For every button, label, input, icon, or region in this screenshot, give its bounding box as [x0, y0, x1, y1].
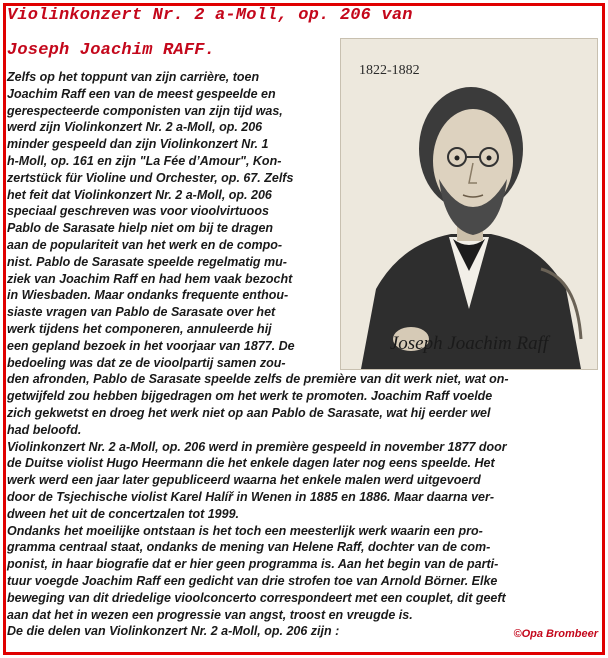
body-line: ziek van Joachim Raff en had hem vaak bezocht [7, 271, 293, 286]
body-line: een gepland bezoek in het voorjaar van 1877. De [7, 338, 295, 353]
copyright-notice: ©Opa Brombeer [513, 628, 598, 640]
body-line: bedoeling was dat ze de vioolpartij samen zou- [7, 355, 286, 370]
body-line: minder gespeeld dan zijn Violinkonzert Nr. 1 [7, 137, 269, 152]
body-line: getwijfeld zou hebben bijgedragen om het werk te promoten. Joachim Raff voelde [7, 389, 493, 404]
body-line: werd zijn Violinkonzert Nr. 2 a-Moll, op. 206 [7, 120, 263, 135]
body-line: gerespecteerde componisten van zijn tijd was, [7, 103, 283, 118]
body-line: h-Moll, op. 161 en zijn "La Fée d’Amour", Kon- [7, 154, 282, 168]
title-line-2: Joseph Joachim RAFF. [7, 41, 216, 60]
body-line: Zelfs op het toppunt van zijn carrière, toen [7, 70, 260, 84]
body-line: zich gekwetst en droeg het werk niet op aan Pablo de Sarasate, wat hij eerder wel [7, 406, 491, 420]
portrait-years: 1822-1882 [359, 63, 420, 78]
title-line-1: Violinkonzert Nr. 2 a-Moll, op. 206 van [7, 6, 413, 25]
body-line: De die delen van Violinkonzert Nr. 2 a-Moll, op. 206 zijn : [7, 624, 340, 639]
body-line: aan de populariteit van het werk en de compo- [7, 238, 283, 252]
body-line: gramma centraal staat, ondanks de mening van Helene Raff, dochter van de com- [7, 540, 491, 555]
body-line: Violinkonzert Nr. 2 a-Moll, op. 206 werd in première gespeeld in november 1877 door [7, 439, 507, 454]
body-line: de Duitse violist Hugo Heermann die het enkele dagen later nog eens speelde. Het [7, 456, 495, 471]
body-line: door de Tsjechische violist Karel Halíř in Wenen in 1885 en 1886. Maar daarna ver- [7, 490, 494, 504]
body-line: siaste vragen van Pablo de Sarasate over het [7, 305, 276, 320]
body-line: nist. Pablo de Sarasate speelde regelmatig mu- [7, 254, 287, 269]
body-line: het feit dat Violinkonzert Nr. 2 a-Moll, op. 206 [7, 187, 272, 202]
body-line: tuur voegde Joachim Raff een gedicht van drie strofen toe van Arnold Börner. Elke [7, 574, 498, 588]
body-line: aan dat het in wezen een progressie van angst, troost en vreugde is. [7, 607, 413, 622]
body-line: had beloofd. [7, 422, 82, 437]
body-line: in Wiesbaden. Maar ondanks frequente enthou- [7, 288, 289, 303]
body-line: den afronden, Pablo de Sarasate speelde zelfs de première van dit werk niet, wat on- [7, 372, 509, 387]
portrait-drawing [341, 39, 597, 369]
body-line: ponist, in haar biografie dat er hier geen programma is. Aan het begin van de parti- [7, 557, 499, 572]
body-line: beweging van dit driedelige vioolconcerto correspondeert met een couplet, dit geeft [7, 590, 506, 605]
body-line: zertstück für Violine und Orchester, op. 67. Zelfs [7, 170, 294, 185]
body-line: Pablo de Sarasate hielp niet om bij te dragen [7, 221, 274, 236]
body-line: Joachim Raff een van de meest gespeelde en [7, 86, 276, 101]
body-line: werk tijdens het componeren, annuleerde hij [7, 322, 272, 336]
portrait-caption: Joseph Joachim Raff [389, 333, 549, 354]
body-line: Ondanks het moeilijke ontstaan is het toch een meesterlijk werk waarin een pro- [7, 523, 483, 538]
composer-portrait [340, 38, 598, 370]
body-line: dween het uit de concertzalen tot 1999. [7, 506, 240, 521]
body-line: speciaal geschreven was voor vioolvirtuoos [7, 204, 269, 219]
body-line: werk werd een jaar later gepubliceerd waarna het enkele malen werd uitgevoerd [7, 473, 481, 488]
